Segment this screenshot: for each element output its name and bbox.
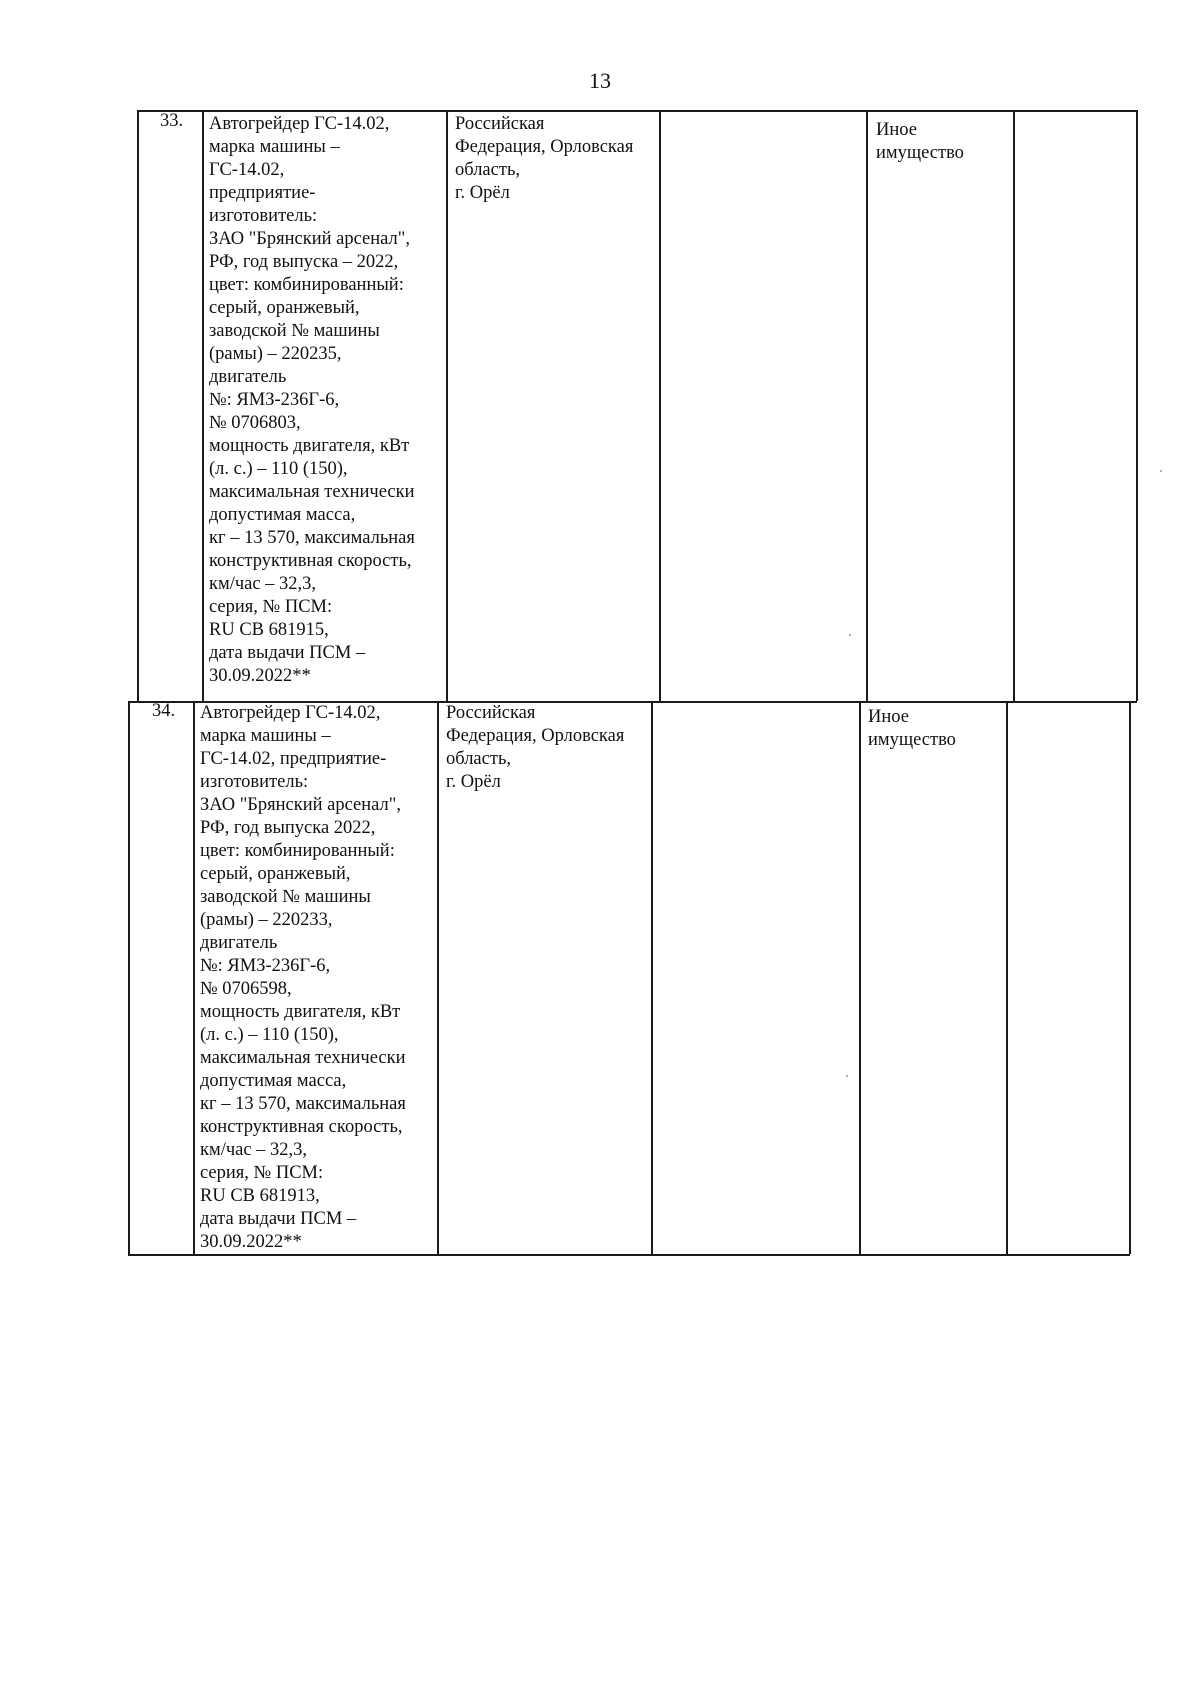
text-line: №: ЯМЗ-236Г-6,	[200, 956, 331, 976]
text-line: максимальная технически	[209, 482, 415, 502]
col-border	[1006, 701, 1008, 1254]
text-line: имущество	[876, 143, 964, 163]
text-line: допустимая масса,	[200, 1071, 347, 1091]
text-line: Российская	[446, 703, 536, 723]
text-line: ГС-14.02, предприятие-	[200, 749, 387, 769]
text-line: РФ, год выпуска – 2022,	[209, 252, 399, 272]
text-line: цвет: комбинированный:	[209, 275, 404, 295]
scan-speck	[846, 1075, 848, 1077]
col-border	[651, 701, 653, 1254]
col-border	[437, 701, 439, 1254]
text-line: Иное	[876, 120, 917, 140]
text-line: 30.09.2022**	[209, 666, 311, 686]
text-line: ЗАО "Брянский арсенал",	[200, 795, 401, 815]
col-border	[659, 110, 661, 701]
col-border	[202, 110, 204, 701]
row-number: 33.	[160, 111, 184, 131]
col-border	[1013, 110, 1015, 701]
text-line: заводской № машины	[209, 321, 380, 341]
text-line: (рамы) – 220235,	[209, 344, 342, 364]
scan-speck	[1160, 470, 1162, 472]
text-line: марка машины –	[200, 726, 331, 746]
text-line: г. Орёл	[446, 772, 501, 792]
text-line: г. Орёл	[455, 183, 510, 203]
text-line: серия, № ПСМ:	[209, 597, 333, 617]
property-type	[876, 119, 964, 165]
text-line: Федерация, Орловская	[455, 137, 634, 157]
text-line: дата выдачи ПСМ –	[209, 643, 366, 663]
text-line: марка машины –	[209, 137, 340, 157]
text-line: область,	[446, 749, 512, 769]
text-line: допустимая масса,	[209, 505, 356, 525]
text-line: цвет: комбинированный:	[200, 841, 395, 861]
text-line: мощность двигателя, кВт	[200, 1002, 401, 1022]
text-line: дата выдачи ПСМ –	[200, 1209, 357, 1229]
text-line: серия, № ПСМ:	[200, 1163, 324, 1183]
property-location	[446, 702, 624, 794]
table-top-border	[137, 110, 1137, 112]
text-line: (л. с.) – 110 (150),	[200, 1025, 339, 1045]
col-border	[1129, 701, 1131, 1254]
col-border	[446, 110, 448, 701]
text-line: 30.09.2022**	[200, 1232, 302, 1252]
row-number: 34.	[152, 701, 176, 721]
text-line: кг – 13 570, максимальная	[200, 1094, 406, 1114]
text-line: ЗАО "Брянский арсенал",	[209, 229, 410, 249]
table-bottom-border	[128, 1254, 1130, 1256]
col-border	[1136, 110, 1138, 701]
text-line: км/час – 32,3,	[209, 574, 317, 594]
text-line: конструктивная скорость,	[209, 551, 412, 571]
text-line: Российская	[455, 114, 545, 134]
scan-speck	[849, 634, 851, 636]
text-line: ГС-14.02,	[209, 160, 285, 180]
text-line: (л. с.) – 110 (150),	[209, 459, 348, 479]
text-line: № 0706803,	[209, 413, 301, 433]
text-line: изготовитель:	[209, 206, 318, 226]
property-type	[868, 706, 956, 752]
text-line: №: ЯМЗ-236Г-6,	[209, 390, 340, 410]
text-line: предприятие-	[209, 183, 316, 203]
text-line: двигатель	[209, 367, 287, 387]
col-border	[866, 110, 868, 701]
text-line: изготовитель:	[200, 772, 309, 792]
text-line: имущество	[868, 730, 956, 750]
col-border	[137, 110, 139, 701]
text-line: мощность двигателя, кВт	[209, 436, 410, 456]
text-line: двигатель	[200, 933, 278, 953]
text-line: конструктивная скорость,	[200, 1117, 403, 1137]
text-line: км/час – 32,3,	[200, 1140, 308, 1160]
col-border	[193, 701, 195, 1254]
text-line: RU СВ 681915,	[209, 620, 329, 640]
page-number: 13	[589, 68, 611, 93]
property-description	[209, 113, 415, 688]
text-line: RU СВ 681913,	[200, 1186, 320, 1206]
text-line: серый, оранжевый,	[209, 298, 360, 318]
text-line: заводской № машины	[200, 887, 371, 907]
text-line: максимальная технически	[200, 1048, 406, 1068]
text-line: Автогрейдер ГС-14.02,	[209, 114, 390, 134]
property-location	[455, 113, 633, 205]
text-line: (рамы) – 220233,	[200, 910, 333, 930]
text-line: область,	[455, 160, 521, 180]
text-line: РФ, год выпуска 2022,	[200, 818, 376, 838]
property-description	[200, 702, 406, 1254]
col-border	[128, 701, 130, 1254]
text-line: кг – 13 570, максимальная	[209, 528, 415, 548]
text-line: № 0706598,	[200, 979, 292, 999]
text-line: Автогрейдер ГС-14.02,	[200, 703, 381, 723]
text-line: Иное	[868, 707, 909, 727]
col-border	[859, 701, 861, 1254]
text-line: Федерация, Орловская	[446, 726, 625, 746]
text-line: серый, оранжевый,	[200, 864, 351, 884]
